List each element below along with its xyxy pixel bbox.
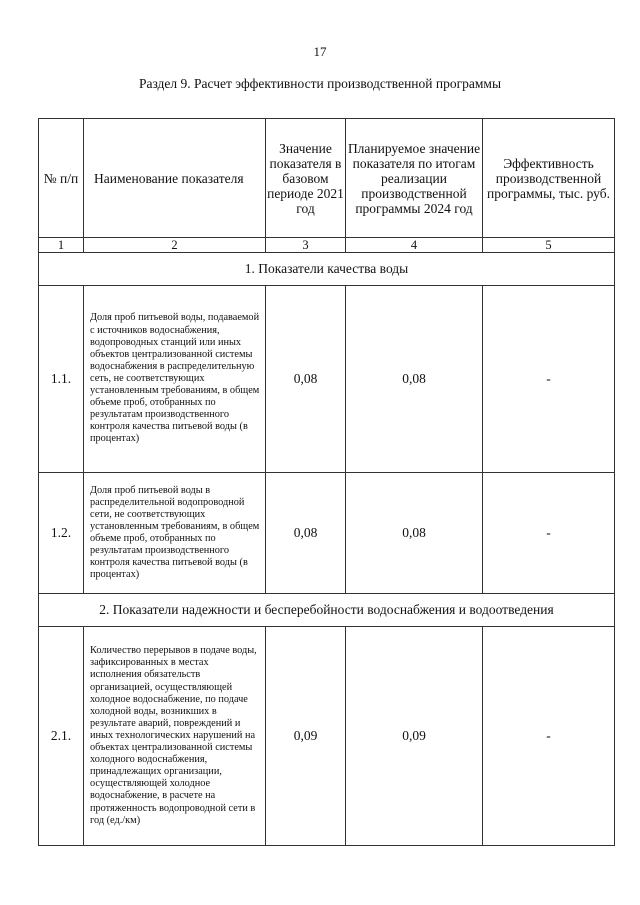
table-row — [39, 286, 615, 473]
table-row — [39, 627, 615, 846]
indicator-name: Доля проб питьевой воды в распределительной водопроводной сети, не соответствующих установленным требованиям, в общем объеме проб, отобранных по результатам производственного контроля качества питьевой воды (в процентах) — [84, 473, 266, 594]
table-row — [39, 473, 615, 594]
efficiency-value: - — [483, 627, 615, 846]
column-index: 4 — [346, 238, 483, 253]
column-index-row — [39, 238, 615, 253]
section-title: Раздел 9. Расчет эффективности производственной программы — [138, 76, 502, 91]
section-heading: 2. Показатели надежности и бесперебойности водоснабжения и водоотведения — [39, 594, 615, 627]
indicator-name: Количество перерывов в подаче воды, зафиксированных в местах исполнения обязательств организацией, осуществляющей холодное водоснабжение, по подаче холодной воды, возникших в результате аварий, повреждений и иных технологических нарушений на объектах централизованной системы холодного водоснабжения, принадлежащих организации, осуществляющей холодное водоснабжение, в расчете на протяженность водопроводной сети в год (ед./км) — [84, 627, 266, 846]
header-name: Наименование показателя — [84, 119, 266, 238]
efficiency-value: - — [483, 473, 615, 594]
plan-value: 0,08 — [346, 473, 483, 594]
header-base: Значение показателя в базовом периоде 2021 год — [266, 119, 346, 238]
header-plan: Планируемое значение показателя по итогам реализации производственной программы 2024 год — [346, 119, 483, 238]
column-index: 1 — [39, 238, 84, 253]
efficiency-value: - — [483, 286, 615, 473]
column-index: 2 — [84, 238, 266, 253]
plan-value: 0,08 — [346, 286, 483, 473]
header-eff: Эффективность производственной программы, тыс. руб. — [483, 119, 615, 238]
base-value: 0,08 — [266, 473, 346, 594]
row-number: 1.1. — [39, 286, 84, 473]
indicators-table — [38, 118, 615, 846]
indicator-name: Доля проб питьевой воды, подаваемой с источников водоснабжения, водопроводных станций или иных объектов централизованной системы водоснабжения в распределительную сеть, не соответствующих установленным требованиям, в общем объеме проб, отобранных по результатам производственного контроля качества питьевой воды (в процентах) — [84, 286, 266, 473]
header-num: № п/п — [39, 119, 84, 238]
base-value: 0,08 — [266, 286, 346, 473]
section-heading: 1. Показатели качества воды — [39, 253, 615, 286]
section-row — [39, 594, 615, 627]
row-number: 1.2. — [39, 473, 84, 594]
column-index: 5 — [483, 238, 615, 253]
header-row — [39, 119, 615, 238]
page-number: 17 — [313, 44, 327, 59]
plan-value: 0,09 — [346, 627, 483, 846]
column-index: 3 — [266, 238, 346, 253]
section-row — [39, 253, 615, 286]
base-value: 0,09 — [266, 627, 346, 846]
row-number: 2.1. — [39, 627, 84, 846]
